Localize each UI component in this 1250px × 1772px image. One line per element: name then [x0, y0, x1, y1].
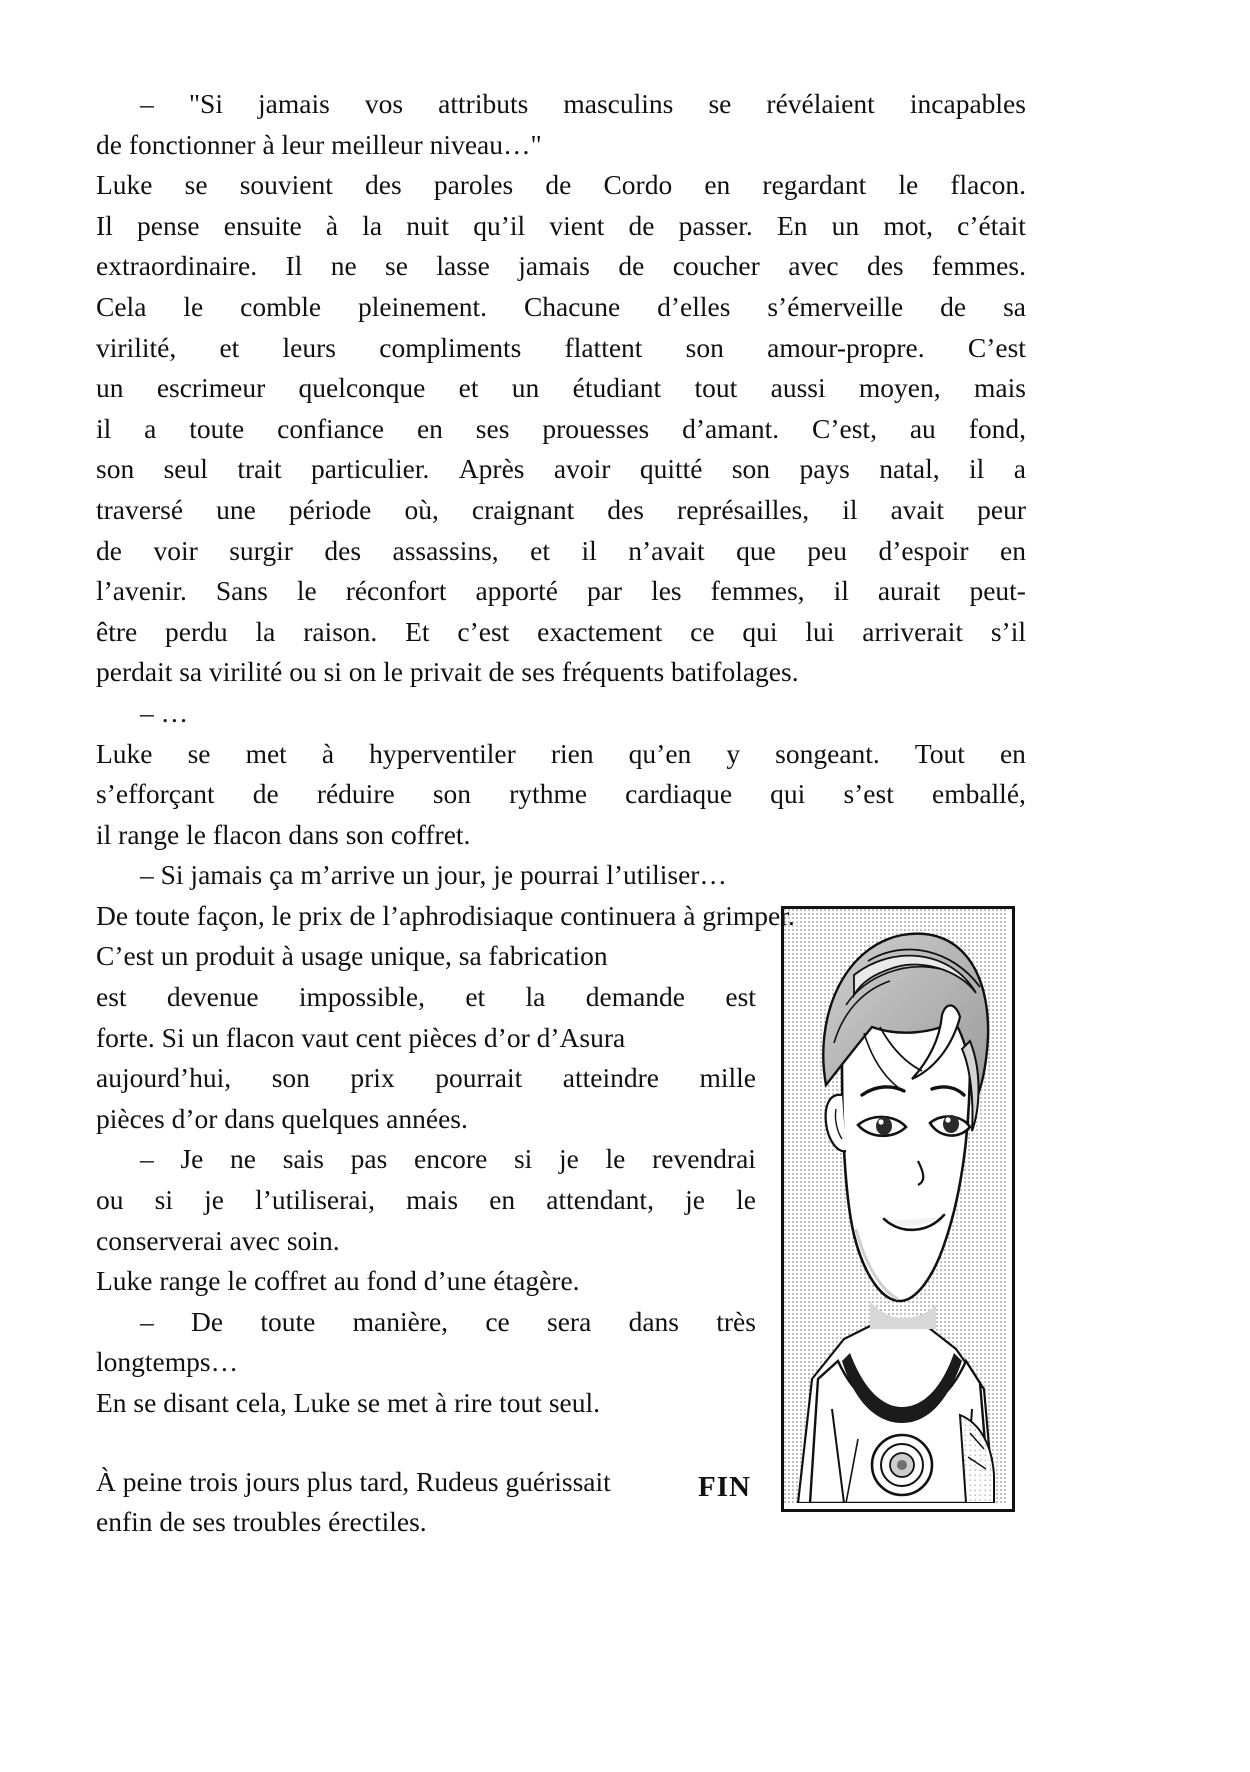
text-word: assassins,	[392, 534, 499, 566]
text-word: mot,	[883, 209, 933, 241]
text-word: et	[530, 534, 551, 566]
text-word: Il	[96, 209, 113, 241]
text-word: sais	[282, 1143, 324, 1175]
text-word: le	[898, 169, 919, 201]
text-word: pays	[799, 453, 850, 485]
text-word: un	[831, 209, 860, 241]
text-word: des	[607, 493, 644, 525]
text-word: amour-propre.	[767, 331, 925, 363]
text-word: Tout	[914, 737, 965, 769]
text-line: De toute façon, le prix de l’aphrodisiaque continuera à grimper.	[96, 899, 795, 931]
text-word: c’était	[957, 209, 1026, 241]
paragraph-2	[96, 165, 1026, 693]
text-word: par	[586, 575, 623, 607]
text-line: C’est un produit à usage unique, sa fabrication	[96, 940, 608, 972]
text-word: représailles,	[677, 493, 810, 525]
text-word: s’efforçant	[96, 778, 215, 810]
text-word: et	[458, 372, 479, 404]
text-line: il range le flacon dans son coffret.	[96, 818, 471, 850]
text-word: des	[866, 250, 904, 282]
text-word: coucher	[672, 250, 760, 282]
text-word: est	[725, 981, 756, 1013]
text-word: pas	[350, 1143, 388, 1175]
text-word: atteindre	[562, 1062, 659, 1094]
text-word: lui	[805, 615, 835, 647]
text-word: ou	[96, 1184, 124, 1216]
text-word: la	[525, 981, 546, 1013]
text-word: –	[140, 1305, 154, 1337]
paragraph-7	[96, 1261, 756, 1302]
text-word: d’elles	[657, 290, 731, 322]
text-line	[96, 1180, 756, 1221]
text-word: il	[581, 534, 597, 566]
text-word: pleinement.	[357, 290, 488, 322]
text-line	[96, 1302, 756, 1343]
text-word: incapables	[909, 88, 1026, 119]
text-line: enfin de ses troubles érectiles.	[96, 1506, 427, 1538]
text-word: trait	[237, 453, 282, 485]
text-line	[96, 490, 1026, 531]
text-word: ce	[690, 615, 715, 647]
paragraph-6	[96, 1139, 756, 1261]
text-word: il	[833, 575, 849, 607]
text-word: nuit	[406, 209, 450, 241]
text-word: Cordo	[603, 169, 673, 201]
text-word: confiance	[277, 412, 385, 444]
text-word: une	[216, 493, 256, 525]
text-word: compliments	[379, 331, 522, 363]
text-line	[96, 977, 756, 1018]
text-word: aurait	[877, 575, 941, 607]
text-word: pourrait	[435, 1062, 523, 1094]
paragraph-3	[96, 693, 1026, 734]
text-word: il	[842, 493, 858, 525]
text-word: au	[909, 412, 936, 444]
text-line	[96, 165, 1026, 206]
text-word: De	[191, 1305, 224, 1337]
text-word: ses	[475, 412, 510, 444]
text-word: sera	[547, 1305, 592, 1337]
text-word: d’espoir	[878, 534, 969, 566]
text-word: l’avenir.	[96, 575, 187, 607]
text-word: de	[252, 778, 279, 810]
text-word: femmes.	[932, 250, 1026, 282]
text-word: peu	[807, 534, 847, 566]
paragraph-5-narrow	[96, 977, 756, 1139]
text-word: avoir	[553, 453, 611, 485]
text-word: réconfort	[345, 575, 447, 607]
text-word: s’est	[843, 778, 894, 810]
text-word: attendant,	[546, 1184, 654, 1216]
text-word: se	[184, 169, 208, 201]
text-word: ne	[230, 1143, 257, 1175]
text-word: très	[716, 1305, 756, 1337]
text-word: la	[255, 615, 276, 647]
text-word: a	[144, 412, 157, 444]
text-word: son	[96, 453, 135, 485]
text-word: rythme	[509, 778, 588, 810]
text-word: voir	[153, 534, 198, 566]
text-word: étudiant	[572, 372, 662, 404]
text-word: ne	[330, 250, 357, 282]
text-word: masculins	[563, 88, 674, 119]
text-word: son	[271, 1062, 310, 1094]
text-word: En	[776, 209, 808, 241]
text-word: le	[296, 575, 317, 607]
text-word: son	[432, 778, 472, 810]
text-word: songeant.	[775, 737, 880, 769]
text-line	[96, 571, 1026, 612]
text-word: Il	[285, 250, 303, 282]
text-word: femmes,	[710, 575, 805, 607]
text-word: des	[324, 534, 362, 566]
text-word: un	[511, 372, 540, 404]
text-word: les	[651, 575, 682, 607]
paragraph-8	[96, 1302, 756, 1383]
text-word: s’émerveille	[767, 290, 904, 322]
text-word: natal,	[879, 453, 940, 485]
text-word: mais	[406, 1184, 459, 1216]
text-word: la	[362, 209, 383, 241]
text-word: en	[1000, 534, 1026, 566]
text-word: craignant	[471, 493, 575, 525]
text-word: son	[685, 331, 724, 363]
text-word: demande	[585, 981, 686, 1013]
text-line: de fonctionner à leur meilleur niveau…"	[96, 128, 542, 160]
text-line: À peine trois jours plus tard, Rudeus guérissait	[96, 1465, 611, 1497]
text-word: le	[736, 1184, 756, 1216]
text-word: attributs	[438, 88, 529, 119]
text-word: pense	[136, 209, 200, 241]
text-word: c’est	[457, 615, 510, 647]
text-word: passer.	[678, 209, 753, 241]
text-word: flattent	[564, 331, 643, 363]
text-line: forte. Si un flacon vaut cent pièces d’or d’Asura	[96, 1021, 626, 1053]
text-word: sa	[1003, 290, 1026, 322]
text-word: apporté	[475, 575, 558, 607]
text-word: paroles	[433, 169, 514, 201]
text-word: moyen,	[858, 372, 941, 404]
text-word: se	[187, 737, 211, 769]
text-word: je	[204, 1184, 224, 1216]
text-word: flacon.	[950, 169, 1026, 201]
text-word: à	[321, 737, 335, 769]
text-word: tout	[694, 372, 738, 404]
text-word: où,	[404, 493, 439, 525]
text-word: qu’il	[473, 209, 526, 241]
text-line	[96, 287, 1026, 328]
text-word: escrimeur	[156, 372, 266, 404]
text-word: d’amant.	[682, 412, 780, 444]
text-word: –	[140, 88, 154, 119]
text-line: conserverai avec soin.	[96, 1224, 340, 1256]
text-word: peur	[977, 493, 1026, 525]
text-line	[96, 246, 1026, 287]
text-word: être	[96, 615, 138, 647]
text-word: C’est	[967, 331, 1026, 363]
text-word: en	[416, 412, 443, 444]
text-word: particulier.	[311, 453, 430, 485]
paragraph-10	[96, 1462, 756, 1543]
end-marker: FIN	[698, 1471, 751, 1503]
text-word: –	[140, 1143, 154, 1175]
text-line: – …	[140, 696, 189, 728]
text-word: des	[365, 169, 402, 201]
paragraph-5-wide	[96, 855, 1026, 977]
text-word: fond,	[968, 412, 1026, 444]
text-word: met	[245, 737, 287, 769]
text-word: qui	[770, 778, 806, 810]
text-word: de	[96, 534, 122, 566]
text-word: quelconque	[298, 372, 426, 404]
text-word: surgir	[229, 534, 293, 566]
text-line	[96, 612, 1026, 653]
text-word: toute	[189, 412, 245, 444]
text-line	[96, 774, 1026, 815]
paragraph-4	[96, 734, 1026, 856]
text-line	[96, 449, 1026, 490]
text-word: en	[999, 737, 1026, 769]
text-word: Je	[180, 1143, 204, 1175]
text-word: seul	[163, 453, 208, 485]
text-word: aussi	[770, 372, 826, 404]
paragraph-gap	[96, 1424, 1026, 1462]
text-word: jamais	[258, 88, 330, 119]
text-word: en	[704, 169, 731, 201]
text-word: en	[489, 1184, 516, 1216]
text-word: lasse	[436, 250, 490, 282]
text-word: je	[685, 1184, 705, 1216]
text-line	[96, 206, 1026, 247]
text-word: de	[545, 169, 572, 201]
text-word: devenue	[166, 981, 259, 1013]
text-word: je	[559, 1143, 579, 1175]
text-word: mais	[973, 372, 1026, 404]
text-word: jamais	[518, 250, 591, 282]
text-word: que	[736, 534, 776, 566]
text-word: C’est,	[812, 412, 877, 444]
text-word: souvient	[239, 169, 333, 201]
text-word: impossible,	[298, 981, 425, 1013]
text-word: Luke	[96, 737, 153, 769]
text-word: si	[513, 1143, 533, 1175]
text-word: extraordinaire.	[96, 250, 258, 282]
text-word: "Si	[188, 88, 223, 119]
text-word: si	[154, 1184, 173, 1216]
text-word: un	[96, 372, 124, 404]
text-word: Cela	[96, 290, 147, 322]
text-word: et	[465, 981, 486, 1013]
text-word: raison.	[303, 615, 378, 647]
text-word: y	[726, 737, 741, 769]
paragraph-1	[96, 84, 1026, 165]
body-text	[96, 84, 1026, 1543]
text-word: est	[96, 981, 127, 1013]
text-word: il	[96, 412, 112, 444]
text-line: – Si jamais ça m’arrive un jour, je pourrai l’utiliser…	[140, 859, 727, 891]
text-line	[96, 84, 1026, 125]
text-word: vos	[364, 88, 404, 119]
text-word: et	[219, 331, 240, 363]
text-word: Et	[405, 615, 430, 647]
text-word: aujourd’hui,	[96, 1062, 232, 1094]
text-word: son	[731, 453, 771, 485]
text-word: quitté	[639, 453, 703, 485]
text-word: ensuite	[223, 209, 302, 241]
text-line	[96, 328, 1026, 369]
text-word: qu’en	[628, 737, 692, 769]
text-word: emballé,	[931, 778, 1026, 810]
text-word: se	[708, 88, 732, 119]
text-word: encore	[414, 1143, 488, 1175]
text-word: avait	[890, 493, 945, 525]
text-word: mille	[699, 1062, 756, 1094]
text-word: a	[1013, 453, 1026, 485]
text-line	[96, 1139, 756, 1180]
text-word: vient	[549, 209, 605, 241]
text-word: leurs	[282, 331, 336, 363]
text-word: manière,	[352, 1305, 449, 1337]
text-word: se	[385, 250, 408, 282]
text-word: le	[183, 290, 204, 322]
text-word: revendrai	[652, 1143, 756, 1175]
text-word: Chacune	[523, 290, 621, 322]
text-word: de	[628, 209, 655, 241]
text-line: perdait sa virilité ou si on le privait de ses fréquents batifolages.	[96, 656, 799, 688]
text-word: à	[325, 209, 339, 241]
text-word: prouesses	[542, 412, 650, 444]
text-word: perdu	[165, 615, 228, 647]
text-word: de	[940, 290, 967, 322]
text-word: le	[605, 1143, 626, 1175]
text-line: longtemps…	[96, 1346, 239, 1378]
text-word: hyperventiler	[369, 737, 516, 769]
text-line: En se disant cela, Luke se met à rire tout seul.	[96, 1387, 600, 1418]
text-word: qui	[742, 615, 778, 647]
text-word: traversé	[96, 493, 184, 525]
text-word: Luke	[96, 169, 153, 201]
text-word: l’utiliserai,	[255, 1184, 375, 1216]
text-line	[96, 1058, 756, 1099]
text-word: regardant	[762, 169, 867, 201]
text-word: Après	[458, 453, 525, 485]
text-word: dans	[628, 1305, 679, 1337]
text-word: ce	[485, 1305, 510, 1337]
text-word: Sans	[215, 575, 268, 607]
text-line	[96, 409, 1026, 450]
text-line	[96, 531, 1026, 572]
text-word: réduire	[316, 778, 395, 810]
text-word: exactement	[537, 615, 663, 647]
text-word: rien	[550, 737, 594, 769]
text-word: n’avait	[628, 534, 705, 566]
text-word: cardiaque	[625, 778, 733, 810]
text-word: de	[618, 250, 645, 282]
text-word: période	[288, 493, 372, 525]
text-word: arriverait	[862, 615, 964, 647]
text-word: révélaient	[766, 88, 875, 119]
text-word: avec	[788, 250, 839, 282]
text-line: Luke range le coffret au fond d’une étagère.	[96, 1265, 580, 1297]
text-line	[96, 368, 1026, 409]
text-word: peut-	[969, 575, 1026, 607]
text-word: comble	[240, 290, 322, 322]
text-line: pièces d’or dans quelques années.	[96, 1102, 468, 1134]
text-line	[96, 734, 1026, 775]
text-word: virilité,	[96, 331, 177, 363]
text-word: prix	[350, 1062, 395, 1094]
paragraph-9	[96, 1383, 756, 1424]
text-word: il	[969, 453, 985, 485]
text-word: s’il	[990, 615, 1026, 647]
text-word: toute	[260, 1305, 316, 1337]
